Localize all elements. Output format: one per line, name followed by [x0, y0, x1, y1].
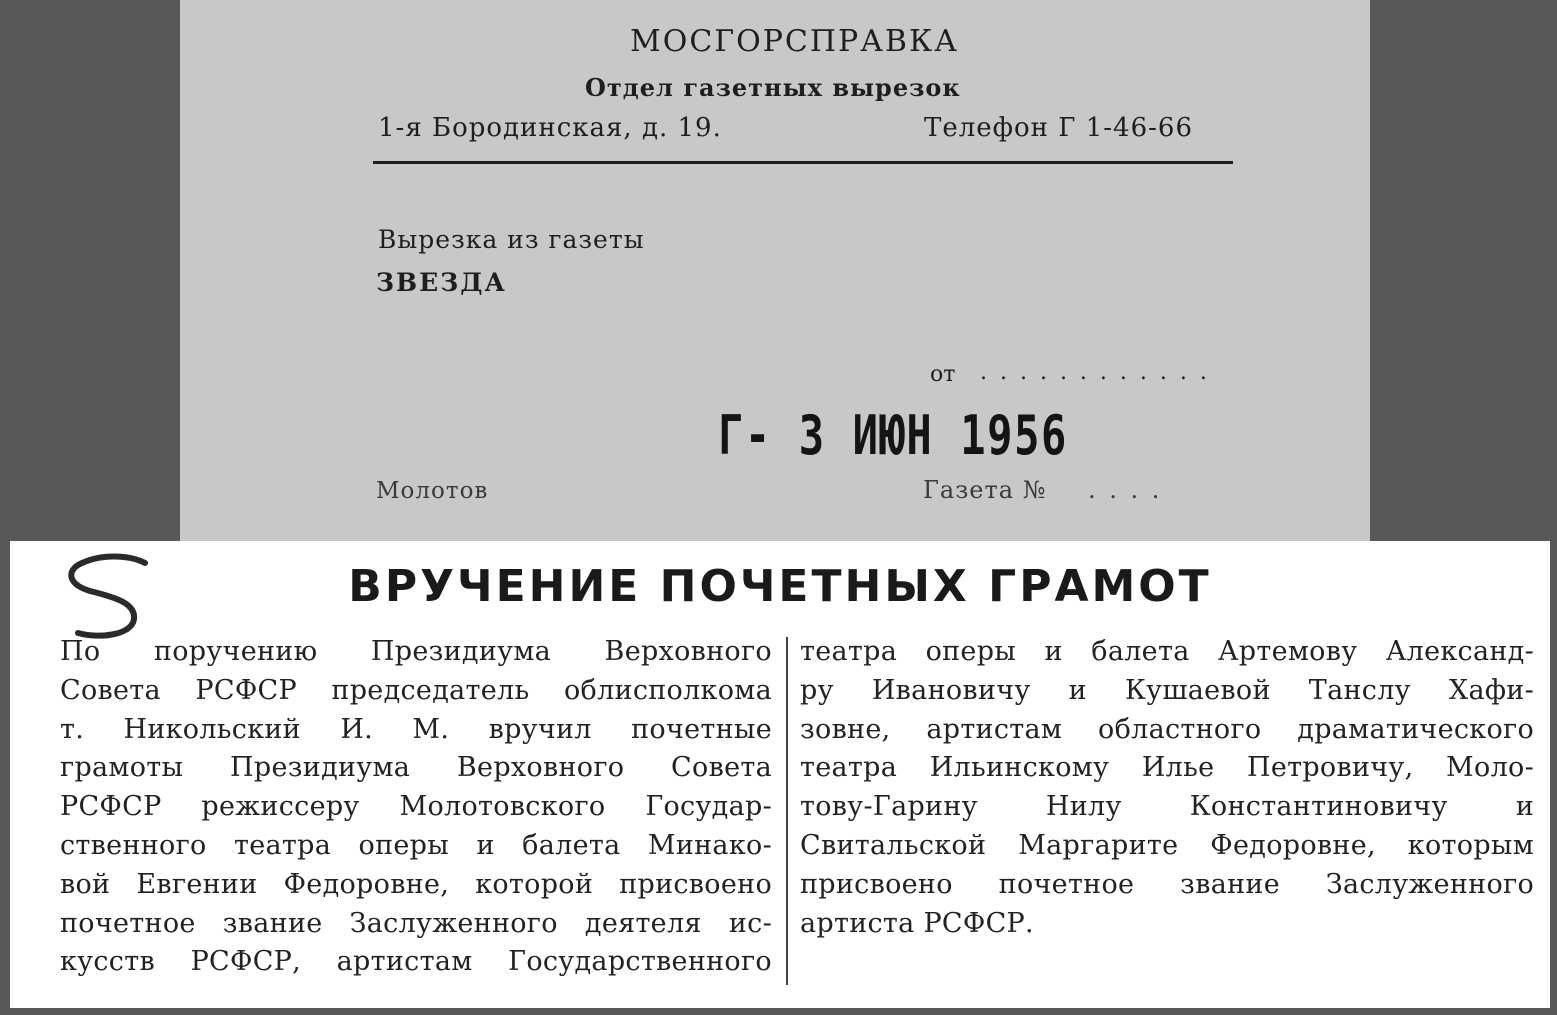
newspaper-number-fill-line: . . . . [1088, 476, 1163, 504]
pencil-mark-5 [50, 549, 170, 641]
newspaper-number-label: Газета № [923, 476, 1047, 504]
address: 1-я Бородинская, д. 19. [378, 113, 722, 143]
org-name: МОСГОРСПРАВКА [630, 24, 959, 59]
article-line: почетное звание Заслуженного деятеля ис- [60, 907, 772, 939]
clipping-service-slip [180, 0, 1370, 560]
clipping-label: Вырезка из газеты [378, 225, 645, 254]
article-column-left [60, 633, 772, 982]
article-line: По поручению Президиума Верховного [60, 636, 772, 667]
article-line: РСФСР режиссеру Молотовского Государ- [60, 791, 772, 823]
article-line: кусств РСФСР, артистам Государственного [60, 946, 772, 978]
newspaper-clipping [10, 541, 1550, 1008]
column-divider [786, 637, 788, 985]
department-name: Отдел газетных вырезок [585, 73, 961, 102]
article-line: ру Ивановичу и Кушаевой Танслу Хафи- [800, 674, 1534, 706]
article-line: грамоты Президиума Верховного Совета [60, 752, 772, 784]
article-line: зовне, артистам областного драматического [800, 713, 1534, 745]
date-stamp: Г- 3 ИЮН 1956 [718, 404, 1068, 467]
city-name: Молотов [376, 478, 489, 504]
article-line: вой Евгении Федоровне, которой присвоено [60, 868, 772, 900]
article-line: театра Ильинскому Илье Петровичу, Моло- [800, 752, 1534, 784]
article-column-right [800, 633, 1534, 943]
article-line: присвоено почетное звание Заслуженного [800, 868, 1534, 900]
header-divider [373, 161, 1233, 164]
article-line: т. Никольский И. М. вручил почетные [60, 713, 772, 745]
date-fill-line: . . . . . . . . . . . . [980, 360, 1210, 385]
article-line: Свитальской Маргарите Федоровне, которым [800, 829, 1534, 861]
article-headline: ВРУЧЕНИЕ ПОЧЕТНЫХ ГРАМОТ [348, 561, 1212, 612]
newspaper-name: ЗВЕЗДА [376, 268, 507, 297]
article-line: театра оперы и балета Артемову Александ- [800, 636, 1534, 667]
article-line: ственного театра оперы и балета Минако- [60, 829, 772, 861]
article-line: тову-Гарину Нилу Константиновичу и [800, 791, 1534, 823]
phone-number: Телефон Г 1-46-66 [924, 113, 1193, 143]
article-line: артиста РСФСР. [800, 907, 1034, 939]
article-line: Совета РСФСР председатель облисполкома [60, 674, 772, 706]
date-label: от [930, 362, 956, 387]
